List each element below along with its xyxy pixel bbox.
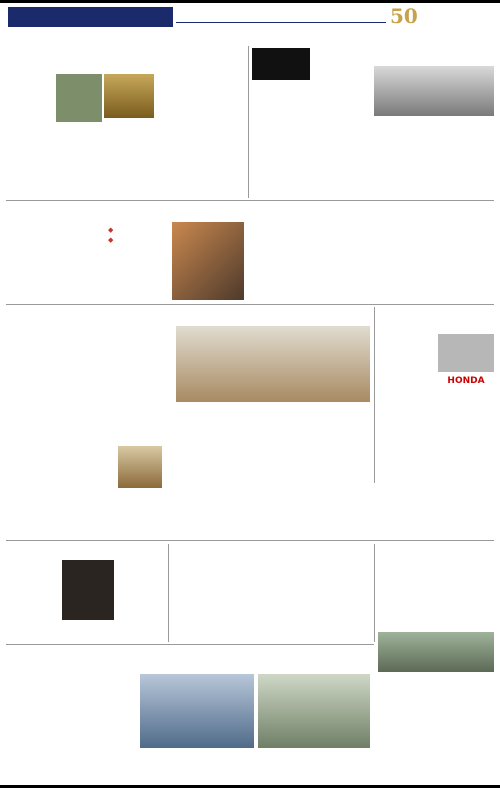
story-digital-column-2	[240, 560, 304, 642]
photo-khadi-exhibition	[172, 222, 244, 300]
publication-logo	[390, 6, 494, 28]
headline-coffee	[8, 544, 158, 558]
story-coffee-column-2	[118, 560, 164, 642]
world-kicker	[378, 620, 494, 629]
headline-ecom	[8, 307, 112, 331]
story-vedanta-body	[140, 750, 370, 778]
story-world-continued	[378, 676, 494, 778]
story-honda-column-2	[438, 390, 494, 484]
story-ecom-column-1	[8, 333, 58, 483]
coffee-pack-text	[64, 586, 112, 594]
logo-anniversary-number: 50	[390, 4, 418, 28]
section-rule	[6, 540, 494, 541]
story-coffee-column-1	[8, 560, 58, 642]
sidebar-title	[252, 48, 310, 80]
photo-currency-notes	[56, 74, 102, 122]
registration-strip-top	[0, 0, 500, 3]
story-assam-column-1	[118, 326, 172, 402]
photo-world-event	[378, 632, 494, 672]
story-khadi-column-2	[60, 222, 106, 300]
section-rule	[6, 644, 374, 645]
headline-nbfc	[8, 46, 244, 70]
headline-vedanta	[8, 648, 370, 670]
column-rule	[374, 544, 375, 642]
story-digital-column-1	[172, 560, 236, 642]
photo-hackathon-dignitaries	[374, 66, 494, 116]
story-ecom-column-2	[60, 333, 112, 483]
photo-honda-motorcycle	[438, 334, 494, 372]
photo-vedanta-run	[140, 674, 254, 748]
date-line	[176, 10, 386, 23]
section-rule	[6, 200, 494, 201]
khadi-bullet-2	[108, 236, 168, 245]
photo-vedanta-participants	[258, 674, 370, 748]
story-vedanta-column-1	[8, 674, 70, 778]
section-title	[8, 7, 173, 27]
column-rule	[248, 46, 249, 198]
khadi-bullet-1	[108, 226, 168, 235]
story-nbfc-column-1	[8, 74, 54, 196]
masthead	[6, 6, 494, 28]
headline-honda	[378, 307, 494, 331]
honda-ad-logo: HONDA	[447, 376, 485, 386]
nbfc-highlight-2	[104, 131, 164, 139]
headline-world	[378, 544, 494, 556]
headline-hackathon	[316, 46, 494, 64]
story-hackathon-column-2	[374, 120, 432, 198]
story-world-body	[378, 558, 494, 618]
photo-gold-coins	[104, 74, 154, 118]
story-hackathon-column-3	[436, 120, 494, 198]
headline-khadi	[8, 204, 244, 220]
story-digital-column-3	[308, 560, 370, 642]
story-khadi-column-1	[8, 222, 58, 300]
headline-crude	[166, 446, 370, 460]
photo-oil-barrels	[118, 446, 162, 488]
nbfc-highlight-1	[104, 122, 164, 130]
story-crude-body	[166, 462, 370, 538]
story-assam-body	[118, 404, 370, 444]
story-nbfc-column-2	[158, 74, 244, 196]
story-honda-column-1	[378, 334, 434, 484]
headline-digital	[172, 544, 370, 558]
sidebar-story	[252, 82, 310, 198]
headline-assam	[118, 307, 370, 323]
column-rule	[374, 307, 375, 483]
photo-assam-inauguration	[176, 326, 370, 402]
column-rule	[168, 544, 169, 642]
story-vedanta-column-2	[74, 674, 136, 778]
section-rule	[6, 304, 494, 305]
story-hackathon-column-1	[316, 66, 370, 198]
